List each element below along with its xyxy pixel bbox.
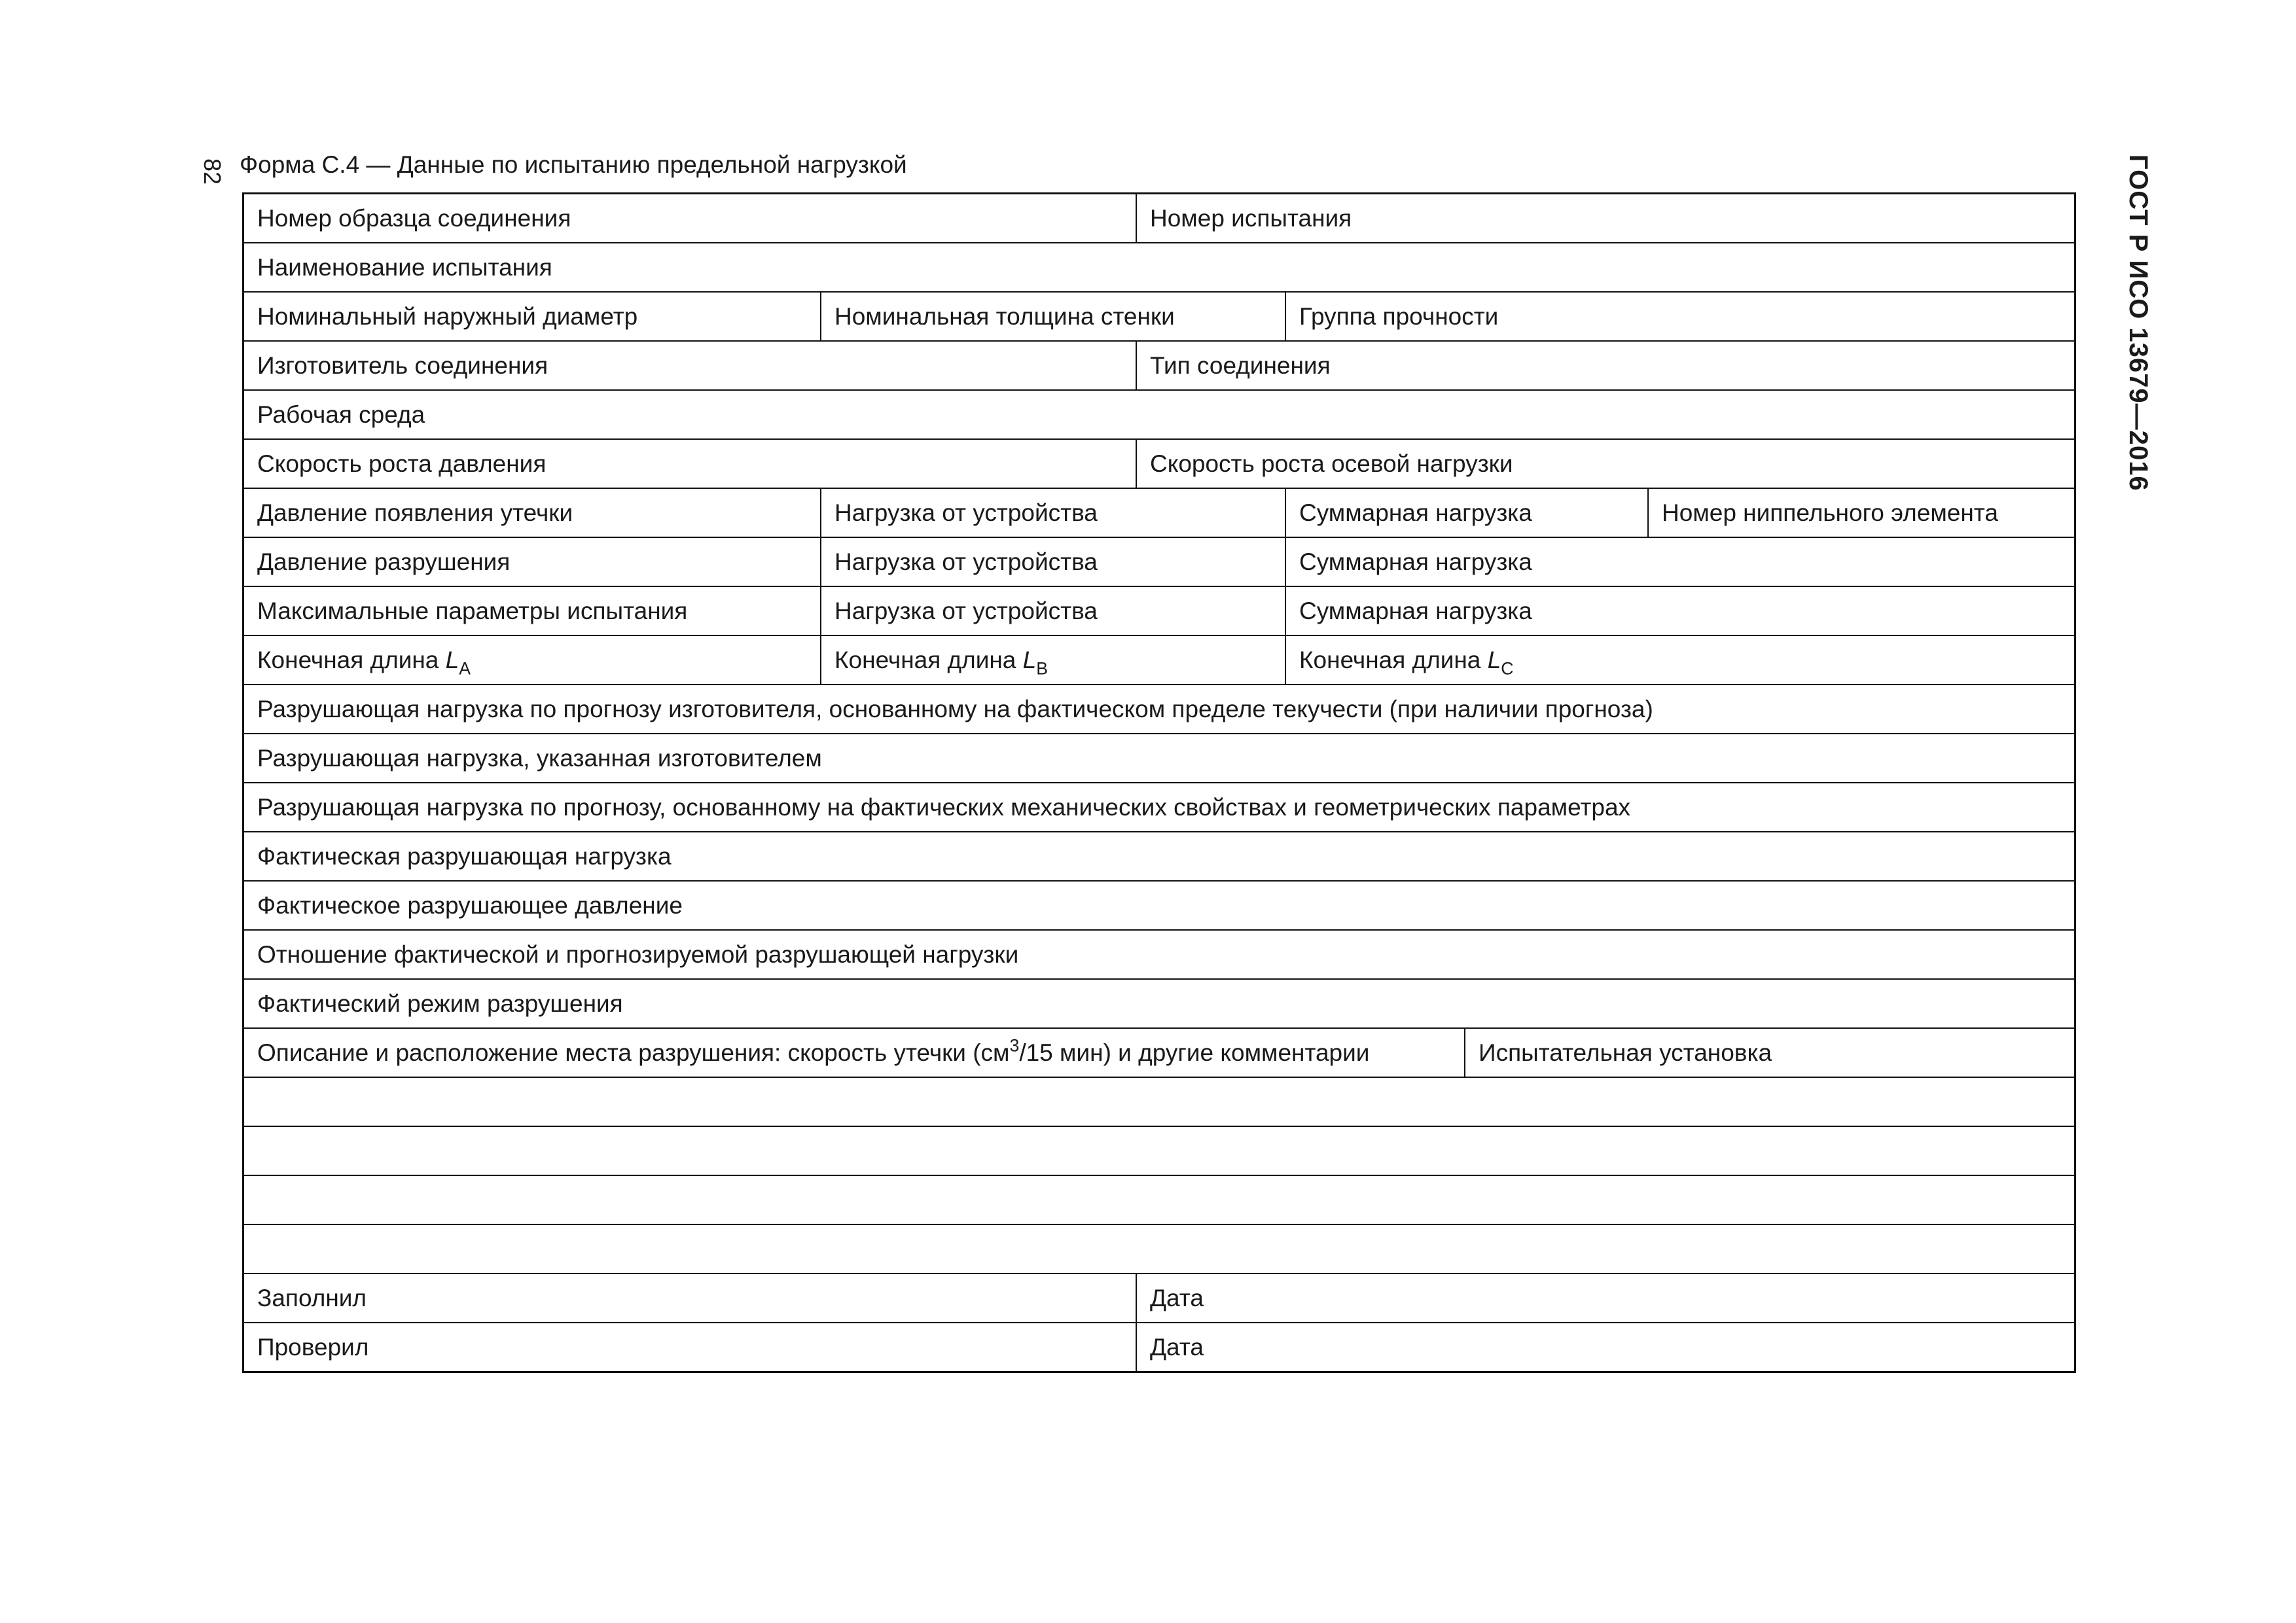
total-load-field[interactable]: Суммарная нагрузка bbox=[1285, 538, 2074, 586]
form-row bbox=[244, 880, 2074, 929]
failure-description-label: Описание и расположение места разрушения: скорость утечки (см bbox=[257, 1039, 1010, 1066]
form-row bbox=[244, 978, 2074, 1027]
working-medium-field[interactable]: Рабочая среда bbox=[257, 401, 425, 428]
connection-manufacturer-field[interactable]: Изготовитель соединения bbox=[257, 352, 548, 379]
form-caption: Форма С.4 — Данные по испытанию предельной нагрузкой bbox=[240, 151, 907, 178]
form-row bbox=[244, 389, 2074, 438]
blank-row bbox=[244, 1175, 2074, 1224]
blank-row bbox=[244, 1224, 2074, 1273]
form-row bbox=[244, 635, 2074, 684]
axial-load-rate-field[interactable]: Скорость роста осевой нагрузки bbox=[1136, 440, 2074, 488]
actual-failure-pressure-field[interactable]: Фактическое разрушающее давление bbox=[257, 892, 683, 919]
length-symbol: L bbox=[1487, 647, 1501, 673]
actual-failure-load-field[interactable]: Фактическая разрушающая нагрузка bbox=[257, 843, 672, 870]
length-subscript-c: C bbox=[1501, 658, 1514, 679]
end-length-a-field[interactable] bbox=[244, 636, 820, 684]
device-load-field[interactable]: Нагрузка от устройства bbox=[820, 489, 1285, 537]
form-row bbox=[244, 831, 2074, 880]
length-subscript-b: B bbox=[1036, 658, 1048, 679]
form-row bbox=[244, 537, 2074, 586]
end-length-c-field[interactable] bbox=[1285, 636, 2074, 684]
failure-description-label-end: /15 мин) и другие комментарии bbox=[1019, 1039, 1370, 1066]
form-row bbox=[244, 733, 2074, 782]
page-number: 82 bbox=[199, 158, 226, 185]
blank-row bbox=[244, 1077, 2074, 1126]
form-row bbox=[244, 1273, 2074, 1322]
max-test-parameters-field[interactable]: Максимальные параметры испытания bbox=[257, 597, 688, 624]
predicted-load-yield-field[interactable]: Разрушающая нагрузка по прогнозу изготовителя, основанному на фактическом пределе текучести (при наличии прогноза) bbox=[257, 696, 1653, 722]
form-row bbox=[244, 684, 2074, 733]
burst-pressure-field[interactable]: Давление разрушения bbox=[257, 548, 511, 575]
nominal-outer-diameter-field[interactable]: Номинальный наружный диаметр bbox=[257, 303, 638, 330]
predicted-load-properties-field[interactable]: Разрушающая нагрузка по прогнозу, основанному на фактических механических свойствах и геометрических параметрах bbox=[257, 794, 1631, 821]
checked-by-field[interactable]: Проверил bbox=[257, 1334, 369, 1361]
form-row bbox=[244, 929, 2074, 978]
device-load-field[interactable]: Нагрузка от устройства bbox=[820, 587, 1285, 635]
leak-pressure-field[interactable]: Давление появления утечки bbox=[257, 499, 573, 526]
failure-mode-field[interactable]: Фактический режим разрушения bbox=[257, 990, 623, 1017]
length-subscript-a: A bbox=[459, 658, 471, 679]
blank-entry-field[interactable] bbox=[244, 1176, 2074, 1224]
form-row bbox=[244, 1322, 2074, 1371]
pressure-rate-field[interactable]: Скорость роста давления bbox=[257, 450, 547, 477]
end-length-label: Конечная длина bbox=[834, 647, 1016, 673]
end-length-label: Конечная длина bbox=[257, 647, 439, 673]
form-row bbox=[244, 1027, 2074, 1077]
device-load-field[interactable]: Нагрузка от устройства bbox=[820, 538, 1285, 586]
length-symbol: L bbox=[1022, 647, 1037, 673]
test-name-field[interactable]: Наименование испытания bbox=[257, 254, 552, 281]
checked-date-field[interactable]: Дата bbox=[1136, 1323, 2074, 1371]
form-row bbox=[244, 782, 2074, 831]
blank-entry-field[interactable] bbox=[244, 1127, 2074, 1175]
total-load-field[interactable]: Суммарная нагрузка bbox=[1285, 587, 2074, 635]
document-code: ГОСТ Р ИСО 13679—2016 bbox=[2124, 154, 2153, 491]
end-length-b-field[interactable] bbox=[820, 636, 1285, 684]
form-row bbox=[244, 438, 2074, 488]
test-number-field[interactable]: Номер испытания bbox=[1136, 194, 2074, 242]
filled-by-field[interactable]: Заполнил bbox=[257, 1285, 367, 1311]
form-row bbox=[244, 488, 2074, 537]
load-ratio-field[interactable]: Отношение фактической и прогнозируемой разрушающей нагрузки bbox=[257, 941, 1019, 968]
nipple-number-field[interactable]: Номер ниппельного элемента bbox=[1647, 489, 2074, 537]
manufacturer-load-field[interactable]: Разрушающая нагрузка, указанная изготовителем bbox=[257, 745, 822, 772]
form-row bbox=[244, 340, 2074, 389]
form-row bbox=[244, 291, 2074, 340]
blank-row bbox=[244, 1126, 2074, 1175]
total-load-field[interactable]: Суммарная нагрузка bbox=[1285, 489, 1647, 537]
nominal-wall-thickness-field[interactable]: Номинальная толщина стенки bbox=[820, 293, 1285, 340]
blank-entry-field[interactable] bbox=[244, 1078, 2074, 1126]
strength-group-field[interactable]: Группа прочности bbox=[1285, 293, 2074, 340]
connection-type-field[interactable]: Тип соединения bbox=[1136, 342, 2074, 389]
specimen-number-field[interactable]: Номер образца соединения bbox=[257, 205, 571, 232]
failure-description-superscript: 3 bbox=[1009, 1035, 1020, 1056]
ultimate-load-test-form bbox=[242, 192, 2076, 1373]
blank-entry-field[interactable] bbox=[244, 1225, 2074, 1273]
form-row bbox=[244, 586, 2074, 635]
form-row bbox=[244, 242, 2074, 291]
failure-description-field[interactable] bbox=[244, 1029, 1464, 1077]
length-symbol: L bbox=[445, 647, 459, 673]
test-rig-field[interactable]: Испытательная установка bbox=[1464, 1029, 2074, 1077]
end-length-label: Конечная длина bbox=[1299, 647, 1481, 673]
form-row bbox=[244, 194, 2074, 242]
filled-date-field[interactable]: Дата bbox=[1136, 1274, 2074, 1322]
